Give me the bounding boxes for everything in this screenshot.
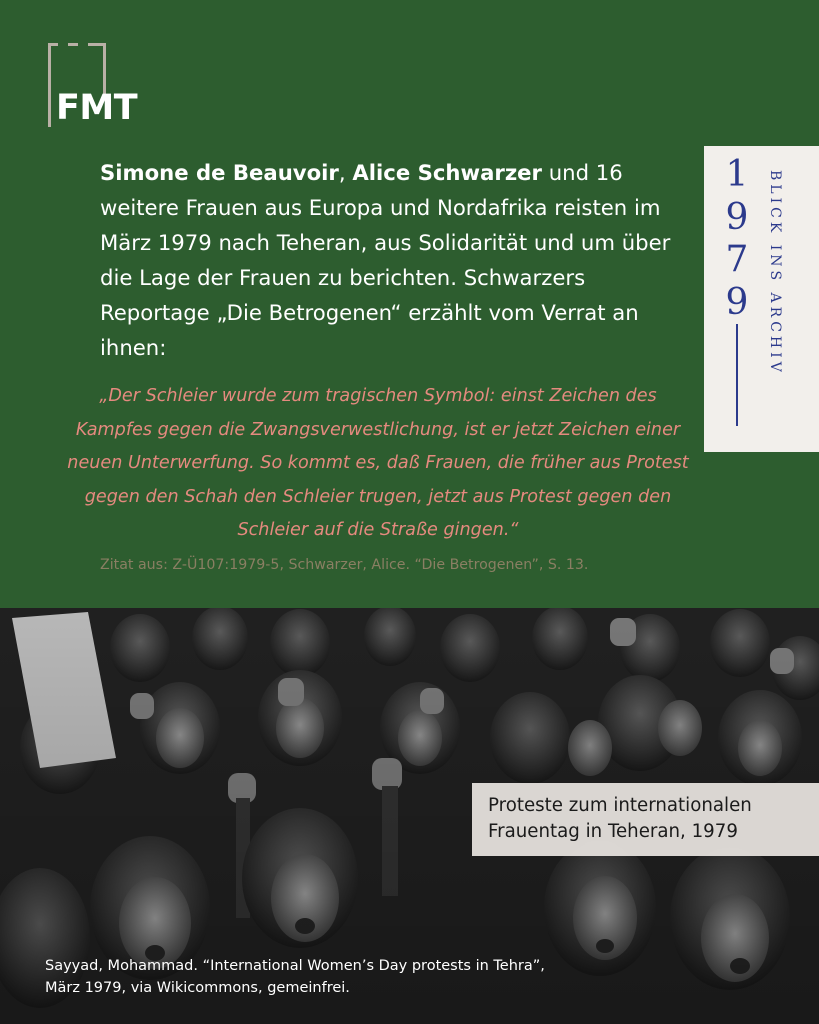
photo-caption-box xyxy=(472,783,819,856)
intro-text: und 16 weitere Frauen aus Europa und Nordafrika reisten im März 1979 nach Teheran, aus Solidarität und um über die Lage der Frauen zu berichten. Schwarzers Reportage „Die Betrogenen“ erzählt vom Verrat an ihnen: xyxy=(100,160,671,360)
badge-divider-line xyxy=(736,324,738,426)
quote-text: „Der Schleier wurde zum tragischen Symbol: einst Zeichen des Kampfes gegen die Zwangsverwestlichung, ist er jetzt Zeichen einer neuen Unterwerfung. So kommt es, daß Frauen, die früher aus Protest gegen den Schah den Schleier trugen, jetzt aus Protest gegen den Schleier auf die Straße gingen.“ xyxy=(67,386,689,540)
year-digit: 1 xyxy=(725,154,749,195)
intro-separator: , xyxy=(338,160,353,185)
photo-credit: Sayyad, Mohammad. “International Women’s Day protests in Tehra”, März 1979, via Wikicommons, gemeinfrei. xyxy=(45,958,545,996)
quote-citation: Zitat aus: Z-Ü107:1979-5, Schwarzer, Alice. “Die Betrogenen”, S. 13. xyxy=(100,557,589,573)
logo-text: FMT xyxy=(56,88,138,128)
badge-year xyxy=(722,154,752,324)
year-digit: 7 xyxy=(725,239,749,280)
badge-vertical-label: BLICK INS ARCHIV xyxy=(767,170,783,376)
year-digit: 9 xyxy=(725,196,749,238)
intro-name-schwarzer: Alice Schwarzer xyxy=(352,160,542,185)
year-digit: 9 xyxy=(725,281,749,323)
intro-name-beauvoir: Simone de Beauvoir xyxy=(100,160,339,185)
protest-photo xyxy=(0,608,819,1024)
intro-paragraph xyxy=(100,155,685,365)
photo-caption: Proteste zum internationalen Frauentag in Teheran, 1979 xyxy=(488,795,752,842)
archive-badge xyxy=(704,146,819,452)
fmt-logo xyxy=(48,43,138,133)
